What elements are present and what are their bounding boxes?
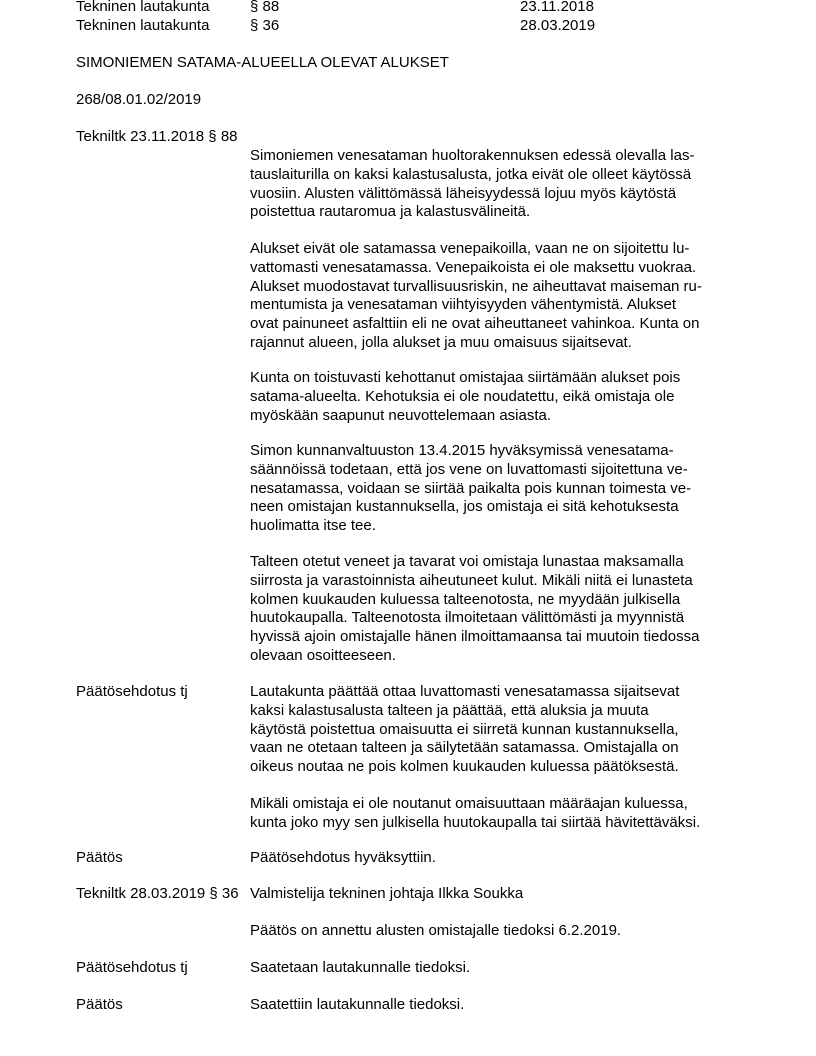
header-section-1: § 88 [250,0,280,15]
decision-label-2: Päätös [76,996,123,1013]
record-id: 268/08.01.02/2019 [76,91,202,108]
header-date-1: 23.11.2018 [520,0,594,15]
info-text: Päätös on annettu alusten omistajalle tiedoksi 6.2.2019. [250,922,622,939]
decision-label-1: Päätös [76,849,123,866]
header-section-2: § 36 [250,17,280,34]
preparer-text: Valmistelija tekninen johtaja Ilkka Soukka [250,885,524,902]
meeting-label-1: Tekniltk 23.11.2018 § 88 [76,128,238,145]
proposal-paragraph-2: Mikäli omistaja ei ole noutanut omaisuuttaan määräajan kuluessa, kunta joko myy sen julkisella huutokaupalla tai siirtää hävitettäväksi. [250,795,701,831]
paragraph-5: Talteen otetut veneet ja tavarat voi omistaja lunastaa maksamalla siirrosta ja varastoinnista aiheutuneet kulut. Mikäli niitä ei lunasteta kolmen kuukauden kuluessa talteenotosta, ne myydään julkisella huutokaupalla. Talteenotosta ilmoitetaan välittömästi ja myynnistä hyvissä ajoin omistajalle hänen ilmoittamaansa tai muutoin tiedossa olevaan osoitteeseen. [250,553,700,664]
decision-text-2: Saatettiin lautakunnalle tiedoksi. [250,996,465,1013]
header-org-2: Tekninen lautakunta [76,17,210,34]
header-date-2: 28.03.2019 [520,17,596,34]
paragraph-3: Kunta on toistuvasti kehottanut omistajaa siirtämään alukset pois satama-alueelta. Kehotuksia ei ole noudatettu, eikä omistaja ole myöskään saapunut neuvottelemaan asiasta. [250,369,681,424]
paragraph-2: Alukset eivät ole satamassa venepaikoilla, vaan ne on sijoitettu lu- vattomasti venesatamassa. Venepaikoista ei ole maksettu vuokraa. Alukset muodostavat turvallisuusriskin, ne aiheuttavat maiseman ru- mentumista ja venesataman viihtyisyyden vähentymistä. Alukset ovat painuneet asfalttiin eli ne ovat aiheuttaneet vahinkoa. Kunta on rajannut alueen, jolla alukset ja muu omaisuus sijaitsevat. [250,240,702,351]
proposal-label-1: Päätösehdotus tj [76,683,188,700]
proposal-paragraph-1: Lautakunta päättää ottaa luvattomasti venesatamassa sijaitsevat kaksi kalastusalusta talteen ja päättää, että aluksia ja muuta käytöstä poistettua omaisuutta ei siirretä kunnan kustannuksella, vaan ne otetaan talteen ja säilytetään satamassa. Omistajalla on oikeus noutaa ne pois kolmen kuukauden kuluessa päätöksestä. [250,683,680,775]
document-title: SIMONIEMEN SATAMA-ALUEELLA OLEVAT ALUKSET [76,54,449,71]
paragraph-4: Simon kunnanvaltuuston 13.4.2015 hyväksymissä venesatama- säännöissä todetaan, että jos vene on luvattomasti sijoitettuna ve- nesatamassa, voidaan se siirtää paikalta pois kunnan toimesta ve- neen omistajan kustannuksella, jos omistaja ei sitä kehotuksesta huolimatta itse tee. [250,442,692,534]
header-org-1: Tekninen lautakunta [76,0,210,15]
proposal-label-2: Päätösehdotus tj [76,959,188,976]
meeting-label-2: Tekniltk 28.03.2019 § 36 [76,885,239,902]
decision-text-1: Päätösehdotus hyväksyttiin. [250,849,436,866]
proposal-text-2: Saatetaan lautakunnalle tiedoksi. [250,959,471,976]
paragraph-1: Simoniemen venesataman huoltorakennuksen edessä olevalla las- tauslaiturilla on kaksi kalastusalusta, jotka eivät ole olleet käytössä vuosiin. Alusten välittömässä läheisyydessä lojuu myös käytöstä poistettua rautaromua ja kalastusvälineitä. [250,147,695,221]
